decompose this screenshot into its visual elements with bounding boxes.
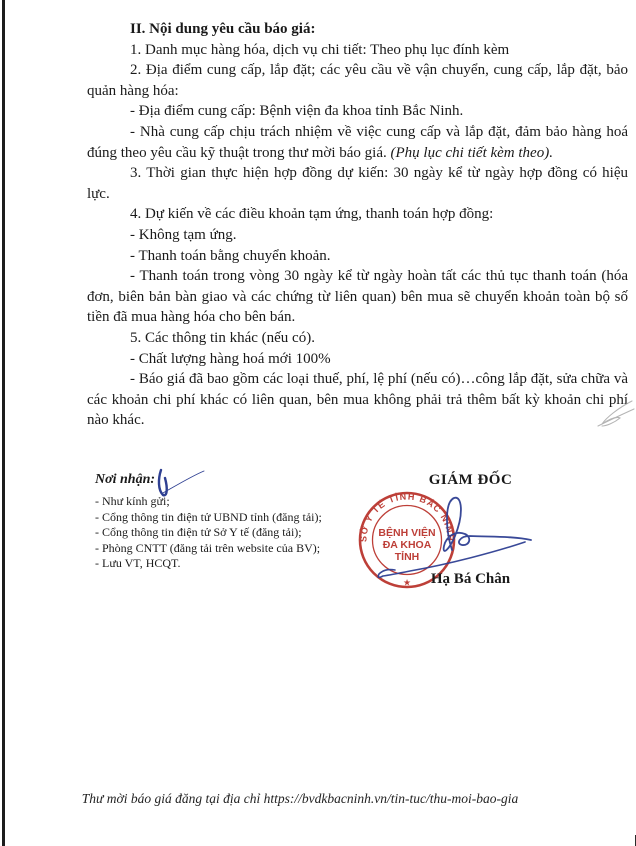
recipient-item: - Phòng CNTT (đăng tải trên website của BV); xyxy=(95,540,321,555)
paragraph-text: 2. Địa điểm cung cấp, lắp đặt; các yêu cầu về vận chuyển, cung cấp, lắp đặt, bảo quản hàng hóa: xyxy=(87,62,628,99)
body-paragraph xyxy=(87,369,628,431)
paragraph-text: - Địa điểm cung cấp: Bệnh viện đa khoa tỉnh Bắc Ninh. xyxy=(130,103,464,120)
pen-tick-icon xyxy=(145,466,207,502)
director-name: Hạ Bá Chân xyxy=(430,571,511,587)
stamp-center-line3: TỈNH xyxy=(394,551,420,563)
tick-stem xyxy=(159,470,167,495)
paragraph-text: - Chất lượng hàng hoá mới 100% xyxy=(130,350,331,367)
pencil-underline xyxy=(598,409,634,426)
body-paragraph xyxy=(87,40,628,61)
body-paragraph xyxy=(87,60,628,101)
paragraph-text: 1. Danh mục hàng hóa, dịch vụ chi tiết: Theo phụ lục đính kèm xyxy=(130,41,510,58)
recipients-block xyxy=(95,470,365,572)
body-paragraph xyxy=(87,328,628,349)
paragraph-text: - Nhà cung cấp chịu trách nhiệm về việc cung cấp và lắp đặt, đảm bảo hàng hoá đúng theo yêu cầu kỹ thuật trong thư mời báo giá. xyxy=(87,123,628,161)
body-paragraph xyxy=(87,349,628,370)
paragraph-italic-note: (Phụ lục chi tiết kèm theo). xyxy=(390,144,553,161)
recipient-item: - Lưu VT, HCQT. xyxy=(95,556,181,570)
scan-edge-left-artifact xyxy=(2,0,5,846)
body-paragraph xyxy=(87,163,628,204)
stamp-center-line2: ĐA KHOA xyxy=(382,539,432,551)
body-paragraph xyxy=(87,246,628,267)
recipient-item: - Cổng thông tin điện tử Sở Y tế (đăng tải); xyxy=(95,525,302,539)
document-body xyxy=(87,19,628,431)
body-paragraph xyxy=(87,225,628,246)
director-title: GIÁM ĐỐC xyxy=(428,472,513,488)
paragraph-text: - Không tạm ứng. xyxy=(130,226,237,243)
recipient-item: - Như kính gửi; xyxy=(95,494,170,508)
paragraph-text: 4. Dự kiến về các điều khoản tạm ứng, thanh toán hợp đồng: xyxy=(130,206,494,223)
body-paragraph xyxy=(87,101,628,122)
paragraph-text: 5. Các thông tin khác (nếu có). xyxy=(130,329,315,346)
body-paragraph xyxy=(87,266,628,328)
footer-note: Thư mời báo giá đăng tại địa chỉ https://bvdkbacninh.vn/tin-tuc/thu-moi-bao-gia xyxy=(81,791,519,806)
recipient-item: - Cổng thông tin điện tử UBND tỉnh (đăng tải); xyxy=(95,509,322,524)
tick-tail xyxy=(163,471,204,493)
recipients-list xyxy=(95,494,365,572)
recipients-label: Nơi nhận: xyxy=(95,472,156,487)
stamp-center-line1: BỆNH VIỆN xyxy=(378,527,436,539)
paragraph-text: 3. Thời gian thực hiện hợp đồng dự kiến: 30 ngày kể từ ngày hợp đồng có hiệu lực. xyxy=(87,165,628,202)
paragraph-text: - Thanh toán trong vòng 30 ngày kể từ ngày hoàn tất các thủ tục thanh toán (hóa đơn, biên bản bàn giao và các chứng từ liên quan) bên mua sẽ chuyển khoản toàn bộ số tiền đã mua hàng hóa cho bên bán. xyxy=(87,268,628,326)
paragraph-text: - Thanh toán bằng chuyển khoản. xyxy=(130,247,331,264)
pencil-initials xyxy=(596,398,636,432)
stamp-star-icon: ★ xyxy=(402,577,412,588)
paragraph-text: - Báo giá đã bao gồm các loại thuế, phí, lệ phí (nếu có)…công lắp đặt, sửa chữa và các khoản chi phí khác có liên quan, bên mua không phải trả thêm bất kỳ khoản chi phí nào khác. xyxy=(87,371,628,429)
body-paragraph xyxy=(87,122,628,163)
stamp-rim-text: SỞ Y TẾ TỈNH BẮC NINH xyxy=(358,491,456,543)
signature-stroke xyxy=(444,498,531,551)
body-paragraph xyxy=(87,204,628,225)
section-heading: II. Nội dung yêu cầu báo giá: xyxy=(130,21,316,37)
